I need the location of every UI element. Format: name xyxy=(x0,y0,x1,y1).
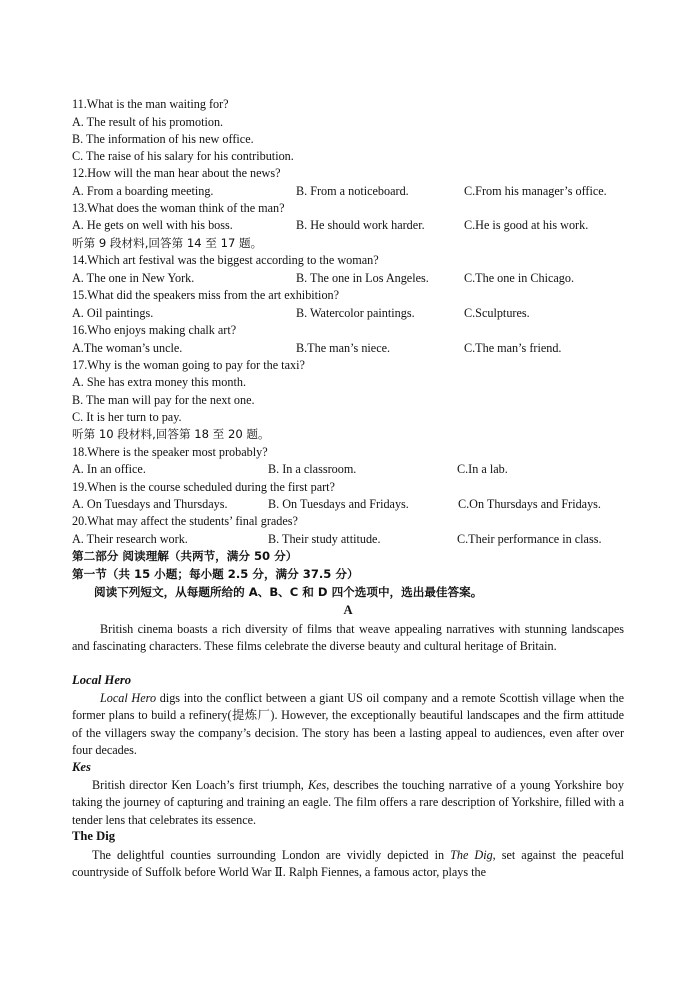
film-text-kes-b: , describes the touching narrative of a young Yorkshire boy taking the journey of capturing and training an eagle. The film offers a rare description of Yorkshire, filled with a tender lens that celebrates its essence. xyxy=(72,778,624,827)
passage-label: A xyxy=(343,603,353,617)
question-20-option-b: B. Their study attitude. xyxy=(268,532,381,546)
question-11-option-c: C. The raise of his salary for his contribution. xyxy=(72,149,294,163)
question-18-stem: 18.Where is the speaker most probably? xyxy=(72,445,268,459)
question-12-stem: 12.How will the man hear about the news? xyxy=(72,166,281,180)
question-18-option-a: A. In an office. xyxy=(72,462,146,476)
film-inline-title-local-hero: Local Hero xyxy=(100,691,157,705)
section-one-title: 第一节（共 15 小题；每小题 2.5 分，满分 37.5 分） xyxy=(72,567,359,581)
question-11-option-a: A. The result of his promotion. xyxy=(72,115,224,129)
question-12-options xyxy=(72,183,632,200)
part-two-title: 第二部分 阅读理解（共两节，满分 50 分） xyxy=(72,549,298,563)
film-inline-title-kes: Kes xyxy=(307,778,327,792)
question-12-option-c: C.From his manager’s office. xyxy=(464,184,607,198)
film-paragraph-the-dig xyxy=(72,847,624,882)
question-11-option-b: B. The information of his new office. xyxy=(72,132,254,146)
question-19-option-a: A. On Tuesdays and Thursdays. xyxy=(72,497,228,511)
question-16-option-b: B.The man’s niece. xyxy=(296,341,391,355)
question-14-option-a: A. The one in New York. xyxy=(72,271,195,285)
question-11-stem: 11.What is the man waiting for? xyxy=(72,97,229,111)
section-10-instruction: 听第 10 段材料,回答第 18 至 20 题。 xyxy=(72,427,270,441)
question-15-options xyxy=(72,305,632,322)
question-17-option-b: B. The man will pay for the next one. xyxy=(72,393,255,407)
film-text-the-dig-a: The delightful counties surrounding London are vividly depicted in xyxy=(92,848,451,862)
question-13-options xyxy=(72,217,632,234)
section-9-instruction: 听第 9 段材料,回答第 14 至 17 题。 xyxy=(72,236,263,250)
question-18-option-b: B. In a classroom. xyxy=(268,462,357,476)
question-16-option-a: A.The woman’s uncle. xyxy=(72,341,183,355)
film-text-kes-a: British director Ken Loach’s first triumph, xyxy=(92,778,308,792)
question-18-option-c: C.In a lab. xyxy=(457,462,508,476)
question-18-options xyxy=(72,461,632,478)
question-13-option-b: B. He should work harder. xyxy=(296,218,425,232)
question-14-option-b: B. The one in Los Angeles. xyxy=(296,271,429,285)
film-title-local-hero: Local Hero xyxy=(72,673,132,687)
question-14-option-c: C.The one in Chicago. xyxy=(464,271,575,285)
question-17-stem: 17.Why is the woman going to pay for the taxi? xyxy=(72,358,305,372)
question-13-stem: 13.What does the woman think of the man? xyxy=(72,201,285,215)
question-16-option-c: C.The man’s friend. xyxy=(464,341,562,355)
question-13-option-c: C.He is good at his work. xyxy=(464,218,589,232)
question-19-option-c: C.On Thursdays and Fridays. xyxy=(458,497,601,511)
film-text-the-dig-b: , set against the peaceful countryside of Suffolk before World War Ⅱ. Ralph Fiennes, a famous actor, plays the xyxy=(72,848,624,880)
question-20-option-a: A. Their research work. xyxy=(72,532,188,546)
film-title-kes: Kes xyxy=(72,760,91,774)
question-12-option-b: B. From a noticeboard. xyxy=(296,184,409,198)
film-title-the-dig: The Dig xyxy=(72,829,116,843)
question-20-option-c: C.Their performance in class. xyxy=(457,532,602,546)
question-19-options xyxy=(72,496,632,513)
film-paragraph-kes xyxy=(72,777,624,829)
question-20-stem: 20.What may affect the students’ final grades? xyxy=(72,514,298,528)
reading-instruction: 阅读下列短文，从每题所给的 A、B、C 和 D 四个选项中，选出最佳答案。 xyxy=(94,585,483,599)
question-20-options xyxy=(72,531,632,548)
question-15-option-b: B. Watercolor paintings. xyxy=(296,306,415,320)
question-14-stem: 14.Which art festival was the biggest according to the woman? xyxy=(72,253,379,267)
question-17-option-a: A. She has extra money this month. xyxy=(72,375,246,389)
question-13-option-a: A. He gets on well with his boss. xyxy=(72,218,233,232)
question-19-option-b: B. On Tuesdays and Fridays. xyxy=(268,497,409,511)
question-15-option-c: C.Sculptures. xyxy=(464,306,530,320)
film-inline-title-the-dig: The Dig xyxy=(450,848,493,862)
question-12-option-a: A. From a boarding meeting. xyxy=(72,184,214,198)
passage-intro: British cinema boasts a rich diversity of films that weave appealing narratives with stunning landscapes and fascinating characters. These films celebrate the diverse beauty and cultural heritage of Britain. xyxy=(72,622,624,654)
question-16-options xyxy=(72,340,632,357)
question-17-option-c: C. It is her turn to pay. xyxy=(72,410,182,424)
film-paragraph-local-hero xyxy=(72,690,624,760)
question-15-option-a: A. Oil paintings. xyxy=(72,306,154,320)
question-16-stem: 16.Who enjoys making chalk art? xyxy=(72,323,237,337)
question-14-options xyxy=(72,270,632,287)
question-15-stem: 15.What did the speakers miss from the art exhibition? xyxy=(72,288,340,302)
film-text-local-hero: digs into the conflict between a giant US oil company and a remote Scottish village when the former plans to build a refinery(提炼厂). However, the exceptionally beautiful landscapes and the firm attitude of the villagers sway the company’s decision. The story has been a lasting appeal to audiences, even after over four decades. xyxy=(72,691,625,758)
question-19-stem: 19.When is the course scheduled during the first part? xyxy=(72,480,335,494)
